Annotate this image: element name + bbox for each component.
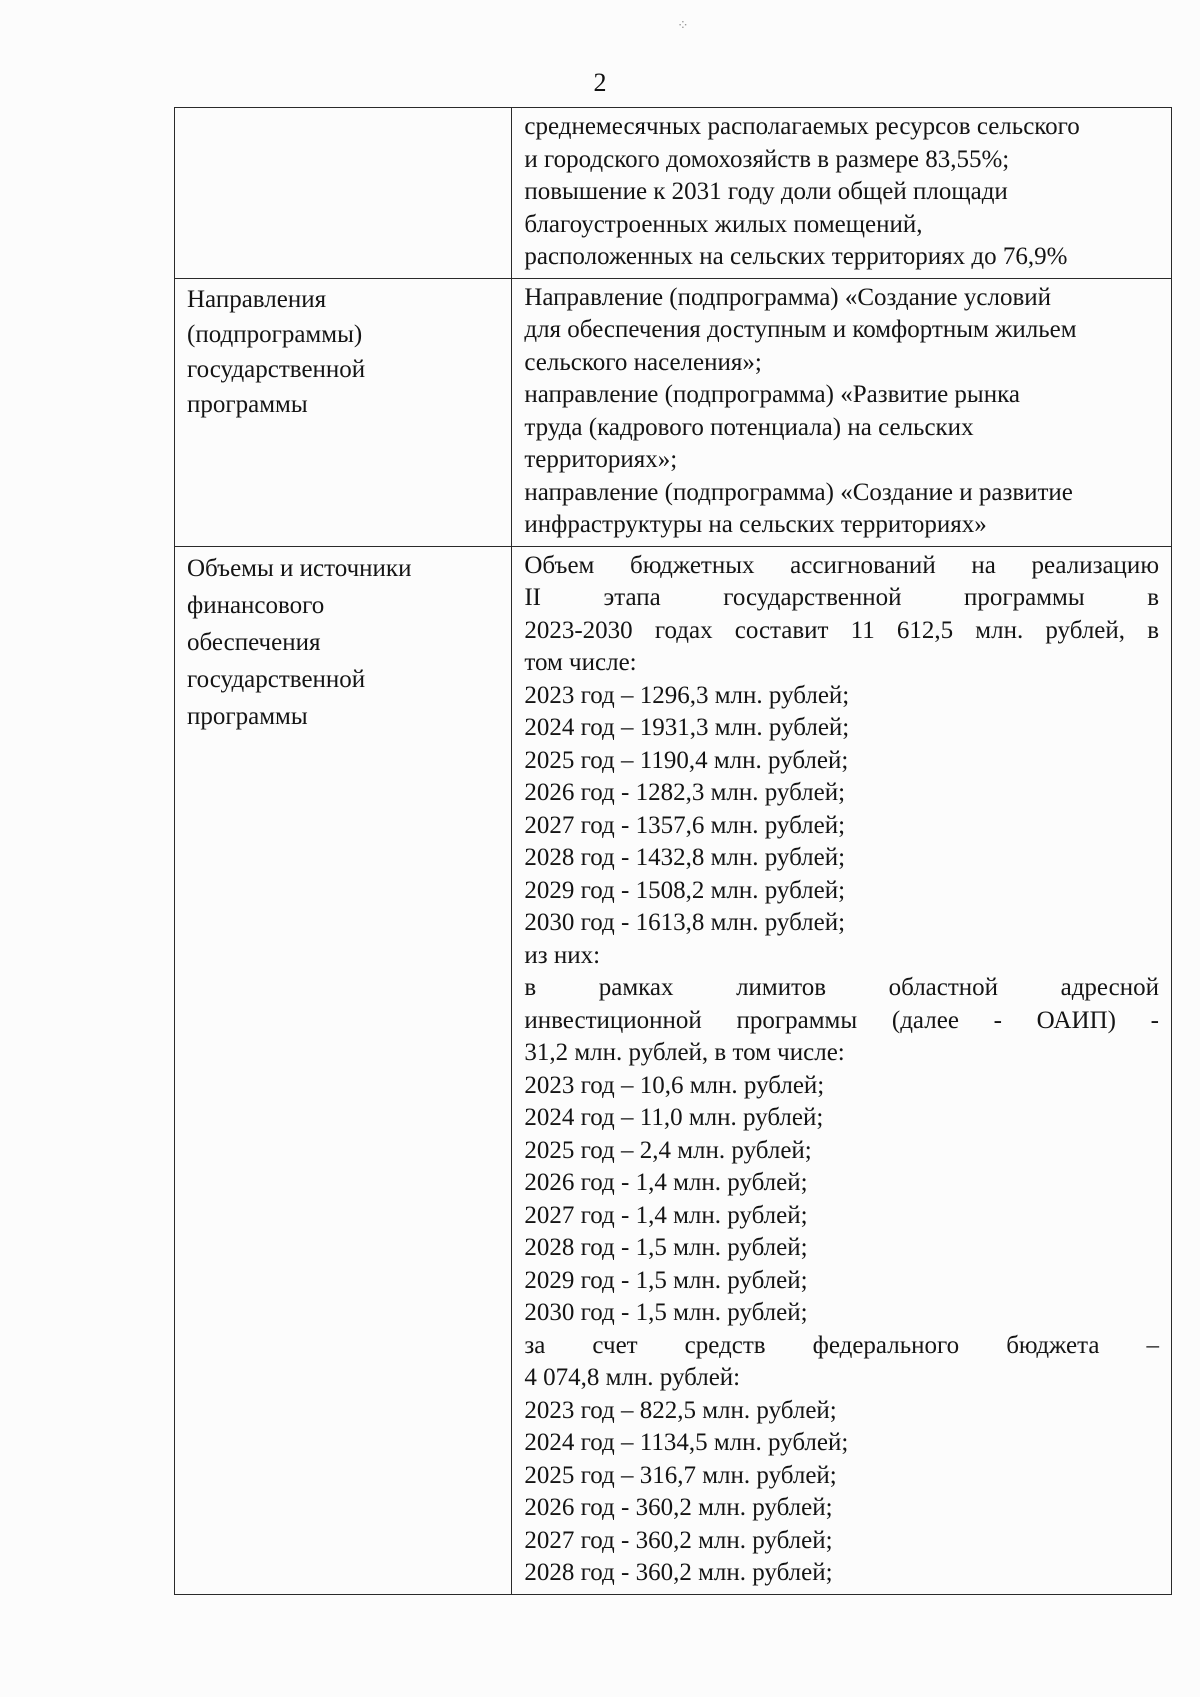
total-year-line: 2023 год – 1296,3 млн. рублей; bbox=[524, 681, 850, 709]
passport-table bbox=[174, 107, 1172, 1595]
intro-line: том числе: bbox=[524, 649, 637, 676]
intro-line: 2023-2030 годах составит 11 612,5 млн. рублей, в bbox=[524, 616, 1159, 644]
row-label-cell bbox=[175, 546, 512, 1594]
oaip-line: инвестиционной программы (далее - ОАИП) - bbox=[524, 1006, 1159, 1034]
row-content-cell bbox=[512, 108, 1172, 279]
content-line: Направление (подпрограмма) «Создание условий bbox=[524, 283, 1052, 311]
label-line: (подпрограммы) bbox=[187, 320, 363, 348]
oaip-year-line: 2029 год - 1,5 млн. рублей; bbox=[524, 1266, 808, 1294]
federal-year-line: 2024 год – 1134,5 млн. рублей; bbox=[524, 1429, 849, 1456]
oaip-year-line: 2030 год - 1,5 млн. рублей; bbox=[524, 1299, 808, 1326]
label-line: Направления bbox=[187, 285, 327, 313]
federal-line: за счет средств федерального бюджета – bbox=[524, 1331, 1159, 1359]
oaip-line: 31,2 млн. рублей, в том числе: bbox=[524, 1039, 845, 1066]
label-line: Объемы и источники bbox=[187, 554, 412, 582]
oaip-year-line: 2023 год – 10,6 млн. рублей; bbox=[524, 1071, 825, 1099]
content-line: территориях»; bbox=[524, 446, 678, 473]
total-year-line: 2029 год - 1508,2 млн. рублей; bbox=[524, 876, 846, 904]
of-them-line: из них: bbox=[524, 941, 601, 969]
row-label-cell bbox=[175, 108, 512, 279]
total-year-line: 2025 год – 1190,4 млн. рублей; bbox=[524, 746, 849, 774]
total-year-line: 2024 год – 1931,3 млн. рублей; bbox=[524, 714, 850, 741]
intro-line: II этапа государственной программы в bbox=[524, 584, 1159, 611]
label-line: государственной bbox=[187, 665, 366, 693]
content-line: инфраструктуры на сельских территориях» bbox=[524, 511, 987, 538]
content-line: направление (подпрограмма) «Развитие рынка bbox=[524, 381, 1020, 408]
total-year-line: 2030 год - 1613,8 млн. рублей; bbox=[524, 909, 846, 936]
row-label-cell bbox=[175, 278, 512, 546]
oaip-year-line: 2027 год - 1,4 млн. рублей; bbox=[524, 1201, 808, 1229]
oaip-year-line: 2026 год - 1,4 млн. рублей; bbox=[524, 1169, 808, 1196]
content-line: направление (подпрограмма) «Создание и развитие bbox=[524, 478, 1073, 506]
content-line: сельского населения»; bbox=[524, 348, 762, 376]
row-content-cell bbox=[512, 546, 1172, 1594]
content-line: среднемесячных располагаемых ресурсов сельского bbox=[524, 113, 1080, 140]
oaip-year-line: 2028 год - 1,5 млн. рублей; bbox=[524, 1234, 808, 1261]
federal-line: 4 074,8 млн. рублей: bbox=[524, 1364, 741, 1391]
oaip-year-line: 2025 год – 2,4 млн. рублей; bbox=[524, 1136, 812, 1164]
label-line: обеспечения bbox=[187, 628, 321, 656]
content-line: благоустроенных жилых помещений, bbox=[524, 210, 923, 238]
total-year-line: 2028 год - 1432,8 млн. рублей; bbox=[524, 844, 846, 871]
total-year-line: 2027 год - 1357,6 млн. рублей; bbox=[524, 811, 846, 839]
content-line: расположенных на сельских территориях до 76,9% bbox=[524, 243, 1068, 270]
scan-speck: ⁘ bbox=[677, 18, 689, 34]
total-year-line: 2026 год - 1282,3 млн. рублей; bbox=[524, 779, 846, 806]
oaip-line: в рамках лимитов областной адресной bbox=[524, 974, 1159, 1001]
page-number: 2 bbox=[593, 68, 607, 97]
table-row bbox=[175, 108, 1172, 279]
label-line: программы bbox=[187, 702, 308, 730]
content-line: труда (кадрового потенциала) на сельских bbox=[524, 413, 974, 441]
federal-year-line: 2027 год - 360,2 млн. рублей; bbox=[524, 1526, 833, 1554]
content-line: и городского домохозяйств в размере 83,55%; bbox=[524, 145, 1010, 173]
label-line: финансового bbox=[187, 591, 325, 619]
table-row bbox=[175, 546, 1172, 1594]
row-content-cell bbox=[512, 278, 1172, 546]
content-line: для обеспечения доступным и комфортным жильем bbox=[524, 316, 1077, 343]
federal-year-line: 2026 год - 360,2 млн. рублей; bbox=[524, 1494, 833, 1521]
intro-line: Объем бюджетных ассигнований на реализацию bbox=[524, 551, 1159, 579]
label-line: программы bbox=[187, 390, 308, 418]
oaip-year-line: 2024 год – 11,0 млн. рублей; bbox=[524, 1104, 824, 1131]
table-row bbox=[175, 278, 1172, 546]
federal-year-line: 2023 год – 822,5 млн. рублей; bbox=[524, 1396, 837, 1424]
content-line: повышение к 2031 году доли общей площади bbox=[524, 178, 1008, 205]
federal-year-line: 2028 год - 360,2 млн. рублей; bbox=[524, 1559, 833, 1586]
label-line: государственной bbox=[187, 355, 366, 383]
federal-year-line: 2025 год – 316,7 млн. рублей; bbox=[524, 1461, 837, 1489]
